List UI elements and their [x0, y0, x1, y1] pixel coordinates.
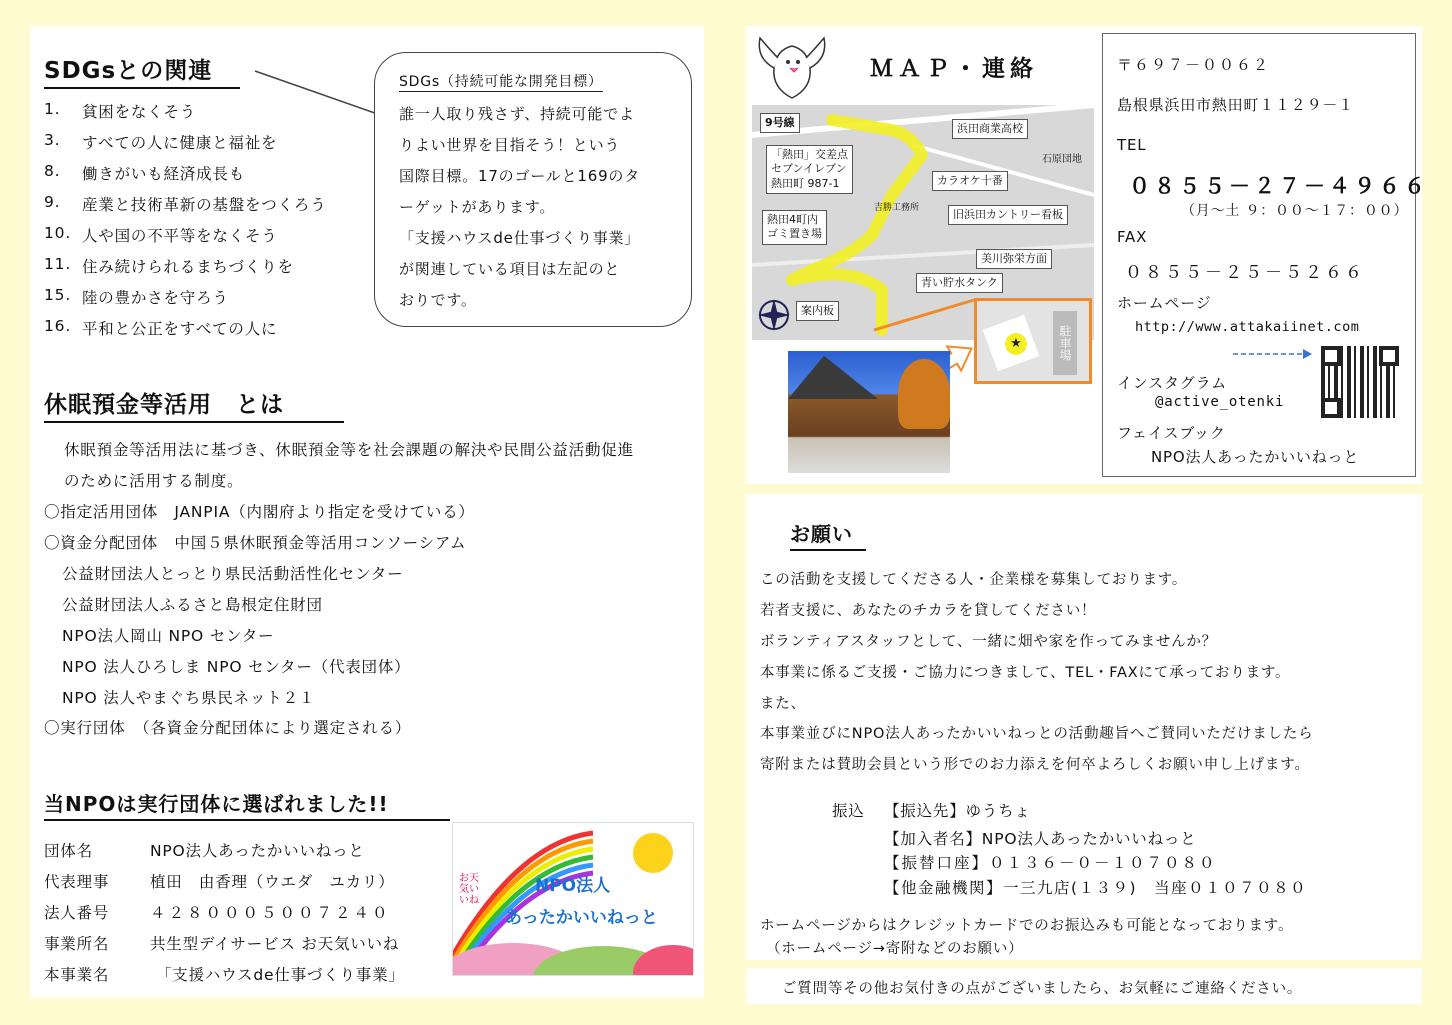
request-line: ボランティアスタッフとして、一緒に畑や家を作ってみませんか？: [760, 634, 1217, 650]
facebook-name[interactable]: NPO法人あったかいいねっと: [1151, 448, 1360, 466]
info-value: 共生型デイサービス お天気いいね: [150, 935, 400, 953]
request-line: 本事業並びにNPO法人あったかいいねっとの活動趣旨へご賛同いただけましたら: [760, 726, 1314, 742]
house-roof: [788, 351, 878, 399]
logo-side-text: お天気いいね: [459, 873, 479, 906]
sdgs-item: 住み続けられるまちづくりを: [82, 258, 294, 276]
map-label-misen: 美川弥栄方面: [976, 249, 1052, 269]
info-label: 本事業名: [44, 966, 110, 984]
map-label-karaoke: カラオケ十番: [932, 171, 1008, 191]
bubble-title: SDGs（持続可能な開発目標）: [399, 71, 603, 92]
map-label-route: 9号線: [760, 113, 800, 133]
info-value: 「支援ハウスde仕事づくり事業」: [156, 966, 405, 984]
request-line: この活動を支援してくださる人・企業様を募集しております。: [760, 572, 1188, 588]
zip-code: 〒６９７－００６２: [1117, 56, 1271, 74]
transfer-line: 【振替口座】０１３６－０－１０７０８０: [884, 854, 1217, 872]
bubble-line: 「支援ハウスde仕事づくり事業」: [399, 229, 641, 247]
qr-corner: [1379, 346, 1399, 366]
dormant-heading: 休眠預金等活用 とは: [44, 386, 344, 423]
sdgs-item-num: 11.: [44, 255, 72, 273]
sdgs-item: 産業と技術革新の基盤をつくろう: [82, 196, 327, 214]
homepage-label: ホームページ: [1117, 294, 1212, 312]
dormant-line: 〇指定活用団体 JANPIA（内閣府より指定を受けている）: [44, 503, 475, 521]
qr-code-icon[interactable]: [1321, 346, 1399, 418]
sdgs-item-num: 10.: [44, 224, 72, 242]
bubble-line: ーゲットがあります。: [399, 198, 556, 216]
map-label-junction: 「熱田」交差点 セブンイレブン 熱田町 987-1: [766, 145, 853, 194]
sdgs-item-num: 15.: [44, 286, 72, 304]
sdgs-heading: SDGsとの関連: [44, 52, 240, 89]
request-line: 寄附または賛助会員という形でのお力添えを何卒よろしくお願い申し上げます。: [760, 757, 1310, 773]
dormant-line: 休眠預金等活用法に基づき、休眠預金等を社会課題の解決や民間公益活動促進: [64, 441, 634, 459]
info-label: 法人番号: [44, 904, 110, 922]
map-label-ishihara: 石原団地: [1042, 154, 1082, 165]
map-label-garbage: 熱田4町内 ゴミ置き場: [762, 210, 827, 245]
sdgs-item: 陸の豊かさを守ろう: [82, 289, 229, 307]
qr-corner: [1321, 346, 1341, 366]
parking-label: 駐車場: [1053, 311, 1077, 375]
npo-logo: [452, 822, 694, 976]
bird-icon: [752, 28, 832, 108]
fax-label: FAX: [1117, 228, 1148, 246]
dormant-line: NPO 法人ひろしま NPO センター（代表団体）: [62, 658, 411, 676]
map-label-country: 旧浜田カントリー看板: [948, 205, 1068, 225]
dormant-line: のために活用する制度。: [64, 472, 244, 490]
online-note: ホームページからはクレジットカードでのお振込みも可能となっております。: [760, 918, 1294, 934]
instagram-handle[interactable]: @active_otenki: [1155, 394, 1285, 410]
qr-corner: [1321, 398, 1341, 418]
logo-text-2: あったかいいねっと: [505, 908, 658, 928]
request-panel: [746, 494, 1422, 960]
info-label: 代表理事: [44, 873, 110, 891]
star-icon: ★: [1005, 333, 1027, 355]
sdgs-item-num: 16.: [44, 317, 72, 335]
request-heading: お願い: [790, 518, 866, 551]
sdgs-item-num: 9.: [44, 193, 61, 211]
sdgs-bubble: [374, 52, 692, 327]
dormant-line: 〇実行団体 （各資金分配団体により選定される）: [44, 719, 412, 737]
bubble-line: おりです。: [399, 291, 477, 309]
request-line: 本事業に係るご支援・ご協力につきまして、TEL・FAXにて承っております。: [760, 665, 1291, 681]
map-label-factory: 吉勝工務所: [874, 203, 920, 213]
tel-number[interactable]: ０８５５－２７－４９６６: [1129, 174, 1429, 198]
info-label: 事業所名: [44, 935, 110, 953]
bubble-line: りよい世界を目指そう！という: [399, 136, 621, 154]
contact-box: [1102, 33, 1429, 477]
tree: [898, 359, 950, 429]
sdgs-item-num: 1.: [44, 100, 61, 118]
info-value: 植田 由香理（ウエダ ユカリ）: [150, 873, 395, 891]
dashed-arrow-icon: [1233, 348, 1313, 360]
dormant-line: 公益財団法人ふるさと島根定住財団: [62, 596, 323, 614]
sdgs-item: 働きがいも経済成長も: [82, 165, 246, 183]
fax-number: ０８５５－２５－５２６６: [1125, 263, 1365, 283]
request-line: 若者支援に、あなたのチカラを貸してください！: [760, 603, 1097, 619]
sdgs-item-num: 8.: [44, 162, 61, 180]
transfer-line: 【他金融機関】一三九店(１３９) 当座０１０７０８０: [884, 879, 1308, 897]
sdgs-item: 貧困をなくそう: [82, 103, 197, 121]
transfer-line: 【加入者名】NPO法人あったかいいねっと: [884, 830, 1197, 848]
map-label-school: 浜田商業高校: [952, 119, 1028, 139]
dormant-line: NPO 法人やまぐち県民ネット２１: [62, 689, 316, 707]
address: 島根県浜田市熱田町１１２９－１: [1117, 96, 1355, 114]
logo-text-1: NPO法人: [535, 876, 611, 896]
footer-bar: [746, 968, 1422, 1004]
sdgs-item: すべての人に健康と福祉を: [82, 134, 278, 152]
map-label-board: 案内板: [796, 301, 839, 321]
sdgs-item: 人や国の不平等をなくそう: [82, 227, 278, 245]
bubble-line: が関連している項目は左記のと: [399, 260, 621, 278]
logo-illustration: [453, 823, 694, 976]
request-line: また、: [760, 696, 806, 712]
info-value: ４２８０００５００７２４０: [150, 904, 391, 922]
instagram-label: インスタグラム: [1117, 374, 1228, 392]
sdgs-item-num: 3.: [44, 131, 61, 149]
selected-heading: 当NPOは実行団体に選ばれました!!: [44, 788, 450, 821]
transfer-line: 【振込先】ゆうちょ: [884, 802, 1031, 820]
bubble-line: 誰一人取り残さず、持続可能でよ: [399, 105, 635, 123]
homepage-url[interactable]: http://www.attakaiinet.com: [1135, 319, 1360, 335]
info-value: NPO法人あったかいいねっと: [150, 842, 365, 860]
dormant-line: NPO法人岡山 NPO センター: [62, 627, 275, 645]
bubble-line: 国際目標。17のゴールと169のタ: [399, 167, 641, 185]
info-label: 団体名: [44, 842, 93, 860]
dormant-line: 〇資金分配団体 中国５県休眠預金等活用コンソーシアム: [44, 534, 467, 552]
tel-label: TEL: [1117, 136, 1147, 154]
map-inset: [974, 298, 1092, 384]
transfer-label: 振込: [832, 802, 865, 820]
map-heading: ＭＡＰ・連絡: [870, 56, 1038, 82]
business-hours: （月～土 ９：００～１７：００）: [1181, 203, 1409, 219]
map-label-tank: 青い貯水タンク: [916, 273, 1003, 293]
online-note-sub: （ホームページ→寄附などのお願い）: [766, 941, 1024, 957]
footer-text: ご質問等その他お気付きの点がございましたら、お気軽にご連絡ください。: [782, 981, 1303, 997]
dormant-line: 公益財団法人とっとり県民活動活性化センター: [62, 565, 404, 583]
sdgs-item: 平和と公正をすべての人に: [82, 320, 278, 338]
house-photo: [788, 351, 950, 473]
facebook-label: フェイスブック: [1117, 424, 1226, 442]
